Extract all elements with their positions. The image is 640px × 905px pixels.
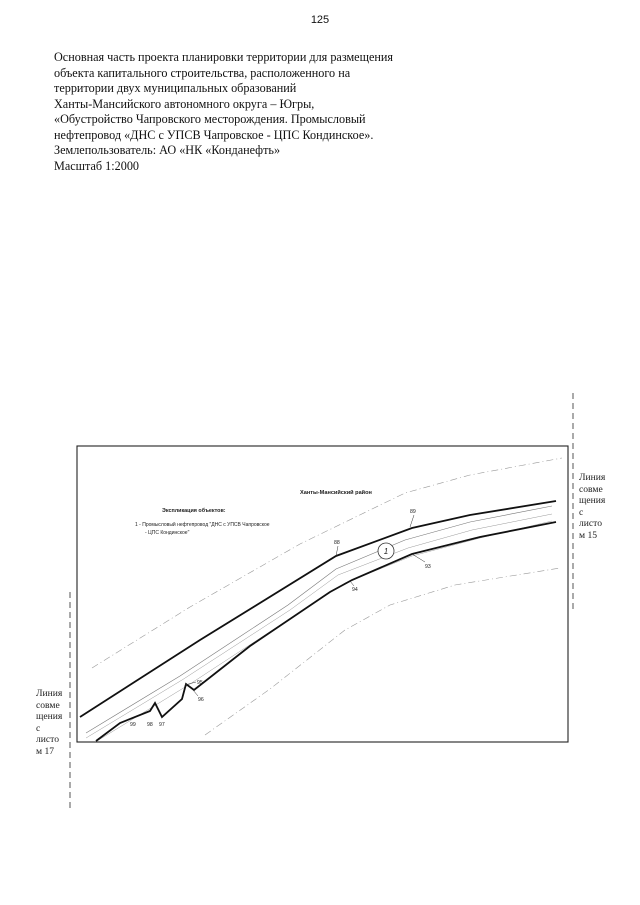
land-user-line: Землепользователь: АО «НК «Конданефть» — [54, 143, 281, 157]
legend-title: Экспликация объектов: — [162, 508, 226, 514]
district-label: Ханты-Мансийский район — [300, 490, 372, 496]
note-line: щения — [36, 711, 63, 723]
point-leader — [412, 554, 425, 562]
match-line-note-right — [579, 472, 619, 542]
note-line: совме — [579, 483, 603, 495]
red-line-lower — [96, 522, 556, 741]
note-line: м 17 — [36, 745, 55, 757]
point-leader — [350, 581, 354, 586]
legend-item: 1 - Промысловый нефтепровод "ДНС с УПСВ Чапровское — [135, 522, 270, 528]
point-label: 99 — [130, 722, 136, 728]
scale-line: Масштаб 1:2000 — [54, 158, 140, 173]
point-label: 94 — [352, 587, 358, 593]
point-label: 89 — [410, 509, 416, 515]
point-label: 93 — [425, 564, 431, 570]
heading-line: объекта капитального строительства, расположенного на — [54, 65, 351, 80]
note-line: листо — [579, 518, 603, 530]
object-marker-label: 1 — [383, 547, 389, 556]
heading-line: Основная часть проекта планировки территории для размещения — [54, 50, 394, 64]
heading-line: нефтепровод «ДНС с УПСВ Чапровское - ЦПС Кондинское». — [54, 127, 374, 142]
heading-line: Ханты-Мансийского автономного округа – Югры, — [54, 96, 315, 111]
note-line: щения — [579, 495, 606, 507]
note-line: с — [36, 722, 41, 734]
point-leader — [410, 515, 414, 527]
point-leader — [193, 690, 198, 696]
page-number: 125 — [310, 14, 330, 26]
note-line: м 15 — [579, 529, 598, 541]
match-line-note-left — [36, 688, 76, 758]
heading-line: «Обустройство Чапровского месторождения. Промысловый — [54, 112, 366, 126]
zone-boundary-lower — [205, 568, 560, 735]
point-label: 97 — [159, 722, 165, 728]
point-label: 98 — [147, 722, 153, 728]
point-label: 88 — [334, 540, 340, 546]
point-label: 95 — [197, 680, 203, 686]
note-line: с — [579, 506, 584, 518]
note-line: Линия — [36, 688, 63, 699]
note-line: листо — [36, 734, 60, 746]
pipeline-axis — [86, 506, 552, 733]
legend-item: - ЦПС Кондинское" — [145, 530, 190, 536]
point-label: 96 — [198, 697, 204, 703]
note-line: Линия — [579, 472, 606, 483]
pipeline-axis-lower — [97, 521, 552, 741]
heading-line: территории двух муниципальных образований — [54, 81, 297, 95]
note-line: совме — [36, 699, 60, 711]
